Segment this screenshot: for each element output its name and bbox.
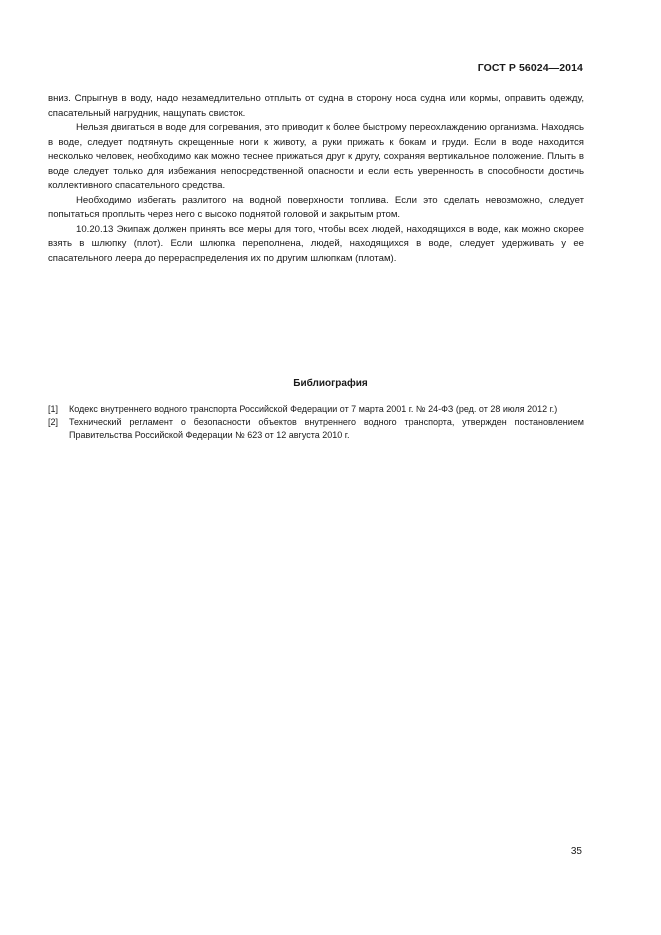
- bibliography-item-number: [2]: [48, 417, 59, 427]
- paragraph-clause-10-20-13: 10.20.13 Экипаж должен принять все меры для того, чтобы всех людей, находящихся в воде, как можно скорее взять в шлюпку (плот). Если шлюпка переполнена, людей, находящихся в воде, следует удерживать у ее спасательного леера до перераспределения их по другим шлюпкам (плотам).: [48, 223, 584, 264]
- bibliography-item: [48, 403, 584, 416]
- paragraph-continuation: вниз. Спрыгнув в воду, надо незамедлительно отплыть от судна в сторону носа судна или кормы, оправить одежду, спасательный нагрудник, нащупать свисток.: [48, 93, 584, 119]
- paragraph-fuel: Необходимо избегать разлитого на водной поверхности топлива. Если это сделать невозможно, следует попытаться проплыть через него с высоко поднятой головой и закрытым ртом.: [48, 194, 584, 220]
- bibliography-item-text: Кодекс внутреннего водного транспорта Российской Федерации от 7 марта 2001 г. № 24-ФЗ (ред. от 28 июля 2012 г.): [69, 404, 558, 414]
- bibliography-list: [48, 403, 584, 442]
- bibliography-item: [48, 416, 584, 442]
- paragraph-warming: Нельзя двигаться в воде для согревания, это приводит к более быстрому переохлаждению организма. Находясь в воде, следует подтянуть скрещенные ноги к животу, а руки прижать к бокам и груди. Если в воде находится несколько человек, необходимо как можно теснее прижаться друг к другу, сохраняя вертикальное положение. Плыть в воде следует только для избежания непосредственной опасности и если есть уверенность в способности достичь коллективного спасательного средства.: [48, 122, 584, 191]
- bibliography-item-number: [1]: [48, 404, 59, 414]
- body-text: [48, 92, 584, 266]
- bibliography-item-text: Технический регламент о безопасности объектов внутреннего водного транспорта, утвержден постановлением Правительства Российской Федерации № 623 от 12 августа 2010 г.: [69, 417, 584, 440]
- bibliography-title: Библиография: [293, 378, 368, 389]
- page-number: 35: [570, 846, 582, 857]
- document-standard-code: ГОСТ Р 56024—2014: [477, 62, 583, 74]
